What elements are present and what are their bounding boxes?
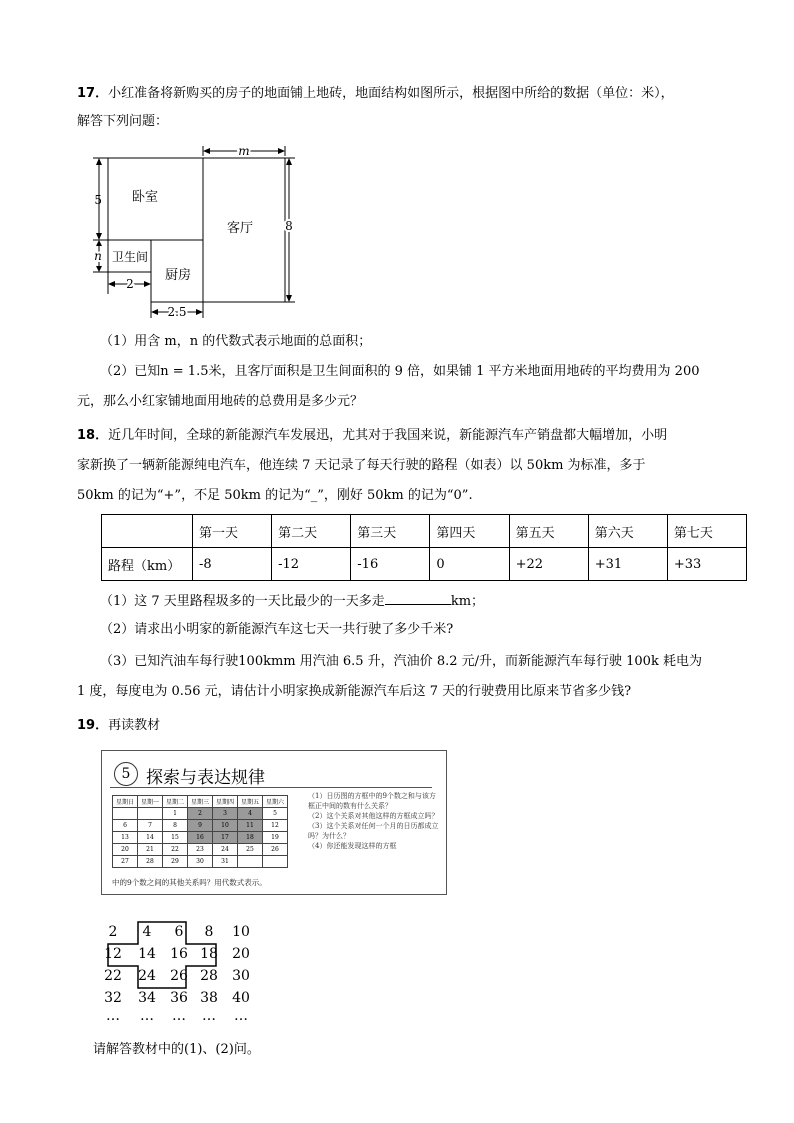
label-2-5: 2.5 [167, 305, 187, 319]
q18-line3: 50km 的记为“+”，不足 50km 的记为“_”，刚好 50km 的记为“0”. [77, 488, 473, 503]
calendar-row [113, 844, 288, 856]
q18-line1: 18．近几年时间，全球的新能源汽车发展迅，尤其对于我国来说，新能源汽车产销盘都大幅增加，小明 [77, 428, 668, 443]
calendar-cell: 30 [188, 856, 213, 868]
number-grid [92, 920, 262, 1030]
weekday-cell: 星期三 [188, 796, 213, 808]
table-header-cell: 第七天 [667, 515, 746, 548]
textbook-questions [308, 791, 442, 851]
label-8: 8 [285, 219, 293, 233]
textbook-title-bar [110, 759, 432, 788]
grid-ellipsis: … [202, 1008, 216, 1024]
table-header-cell: 第四天 [430, 515, 509, 548]
label-2: 2 [126, 277, 134, 291]
table-header-cell: 第五天 [509, 515, 588, 548]
calendar-cell: 8 [163, 820, 188, 832]
grid-ellipsis: … [140, 1008, 154, 1024]
table-cell: +31 [588, 548, 667, 581]
calendar-cell: 4 [238, 808, 263, 820]
textbook-excerpt [101, 750, 447, 895]
calendar-row [113, 820, 288, 832]
calendar-cell: 5 [263, 808, 288, 820]
calendar-cell: 12 [263, 820, 288, 832]
calendar-cell: 7 [138, 820, 163, 832]
calendar-cell: 26 [263, 844, 288, 856]
q19-question: 请解答教材中的(1)、(2)问。 [93, 1042, 260, 1057]
calendar-cell: 25 [238, 844, 263, 856]
grid-number: 22 [104, 968, 122, 984]
calendar-cell: 11 [238, 820, 263, 832]
grid-number: 30 [232, 968, 250, 984]
calendar-row [113, 808, 288, 820]
room-bedroom: 卧室 [131, 190, 159, 205]
q18-sub1: （1）这 7 天里路程圾多的一天比最少的一天多走 km； [100, 590, 484, 612]
calendar-cell: 20 [113, 844, 138, 856]
calendar-row [113, 856, 288, 868]
textbook-q2: （2）这个关系对其他这样的方框成立吗？ [308, 812, 439, 820]
q19-title-line: 19．再读教材 [77, 718, 161, 733]
grid-number: 40 [232, 990, 250, 1006]
calendar-cell: 28 [138, 856, 163, 868]
weekday-cell: 星期六 [263, 796, 288, 808]
calendar-cell: 2 [188, 808, 213, 820]
table-header-cell: 第六天 [588, 515, 667, 548]
grid-number: 4 [142, 924, 152, 940]
grid-number: 2 [108, 924, 118, 940]
grid-number: 14 [138, 946, 156, 962]
q18-sub3-line2: 1 度，每度电为 0.56 元，请估计小明家换成新能源汽车后这 7 天的行驶费用比原来节省多少钱? [77, 684, 632, 699]
weekday-cell: 星期日 [113, 796, 138, 808]
q17-line1: 17．小红准备将新购买的房子的地面铺上地砖，地面结构如图所示，根据图中所给的数据（单位：米）， [77, 86, 674, 101]
q19-number: 19． [77, 718, 109, 733]
floor-plan-figure [90, 142, 300, 322]
q18-sub3-line1: （3）已知汽油车每行驶100kmm 用汽油 6.5 升，汽油价 8.2 元/升，而新能源汽车每行驶 100k 耗电为 [100, 654, 702, 669]
table-header-cell: 第一天 [193, 515, 272, 548]
room-kitchen: 厨房 [164, 268, 192, 283]
calendar-cell: 23 [188, 844, 213, 856]
weekday-cell: 星期四 [213, 796, 238, 808]
calendar-cell: 22 [163, 844, 188, 856]
grid-number: 36 [170, 990, 188, 1006]
grid-number: 8 [204, 924, 214, 940]
calendar-cell: 16 [188, 832, 213, 844]
table-cell: -12 [272, 548, 351, 581]
label-5: 5 [94, 193, 102, 207]
table-cell: -8 [193, 548, 272, 581]
table-cell: +33 [667, 548, 746, 581]
grid-number: 32 [104, 990, 122, 1006]
grid-number: 6 [174, 924, 184, 940]
calendar-cell [113, 808, 138, 820]
textbook-q3: （3）这个关系对任何一个月的日历都成立吗？为什么？ [308, 822, 439, 840]
table-header-row [102, 515, 747, 548]
q18-line2: 家新换了一辆新能源纯电汽车，他连续 7 天记录了每天行驶的路程（如表）以 50km 为标准，多于 [77, 458, 646, 473]
calendar-cell: 18 [238, 832, 263, 844]
calendar-row [113, 832, 288, 844]
grid-number: 16 [170, 946, 188, 962]
q17-number: 17． [77, 86, 109, 101]
grid-number: 34 [138, 990, 156, 1006]
q17-sub1: （1）用含 m，n 的代数式表示地面的总面积； [100, 334, 372, 349]
table-header-cell: 第二天 [272, 515, 351, 548]
table-header-cell [102, 515, 193, 548]
calendar-cell: 31 [213, 856, 238, 868]
calendar-cell: 17 [213, 832, 238, 844]
table-header-cell: 第三天 [351, 515, 430, 548]
grid-number: 26 [170, 968, 188, 984]
section-number-badge: 5 [114, 762, 138, 786]
room-living: 客厅 [226, 221, 254, 236]
calendar-cell: 9 [188, 820, 213, 832]
answer-blank[interactable] [385, 590, 451, 605]
calendar-weekday-row [113, 796, 288, 808]
weekday-cell: 星期五 [238, 796, 263, 808]
textbook-footer: 中的9个数之间的其他关系吗？用代数式表示。 [112, 878, 267, 887]
grid-number: 10 [232, 924, 250, 940]
table-cell: 0 [430, 548, 509, 581]
calendar-cell: 27 [113, 856, 138, 868]
grid-number: 12 [104, 946, 122, 962]
calendar-table [112, 795, 288, 868]
label-n: n [94, 249, 102, 263]
q18-sub2: （2）请求出小明家的新能源汽车这七天一共行驶了多少千米? [100, 622, 454, 637]
grid-ellipsis: … [106, 1008, 120, 1024]
calendar-cell: 19 [263, 832, 288, 844]
calendar-cell [238, 856, 263, 868]
table-cell: +22 [509, 548, 588, 581]
calendar-cell: 15 [163, 832, 188, 844]
calendar-cell: 10 [213, 820, 238, 832]
room-bathroom: 卫生间 [111, 250, 149, 264]
weekday-cell: 星期一 [138, 796, 163, 808]
label-m: m [238, 144, 250, 158]
q17-sub2-line2: 元，那么小红家铺地面用地砖的总费用是多少元？ [77, 394, 364, 409]
calendar-cell [138, 808, 163, 820]
weekday-cell: 星期二 [163, 796, 188, 808]
mileage-table [101, 514, 747, 581]
calendar-cell: 21 [138, 844, 163, 856]
q18-number: 18． [77, 428, 109, 443]
textbook-heading: 探索与表达规律 [146, 768, 265, 788]
textbook-q4: （4）你还能发现这样的方框 [308, 842, 397, 850]
calendar-cell: 29 [163, 856, 188, 868]
calendar-cell: 3 [213, 808, 238, 820]
grid-ellipsis: … [234, 1008, 248, 1024]
calendar-cell: 24 [213, 844, 238, 856]
grid-number: 28 [200, 968, 218, 984]
calendar-cell [263, 856, 288, 868]
table-row-label: 路程（km） [102, 548, 193, 581]
grid-number: 18 [200, 946, 218, 962]
calendar-cell: 1 [163, 808, 188, 820]
textbook-q1: （1）日历图的方框中的9个数之和与该方框正中间的数有什么关系？ [308, 792, 436, 810]
q17-line2: 解答下列问题： [77, 114, 169, 129]
calendar-cell: 14 [138, 832, 163, 844]
grid-number: 38 [200, 990, 218, 1006]
grid-ellipsis: … [172, 1008, 186, 1024]
calendar-cell: 6 [113, 820, 138, 832]
table-cell: -16 [351, 548, 430, 581]
table-row [102, 548, 747, 581]
grid-number: 20 [232, 946, 250, 962]
q17-sub2-line1: （2）已知n = 1.5米，且客厅面积是卫生间面积的 9 倍，如果铺 1 平方米地面用地砖的平均费用为 200 [100, 364, 700, 379]
calendar-cell: 13 [113, 832, 138, 844]
grid-number: 24 [138, 968, 156, 984]
